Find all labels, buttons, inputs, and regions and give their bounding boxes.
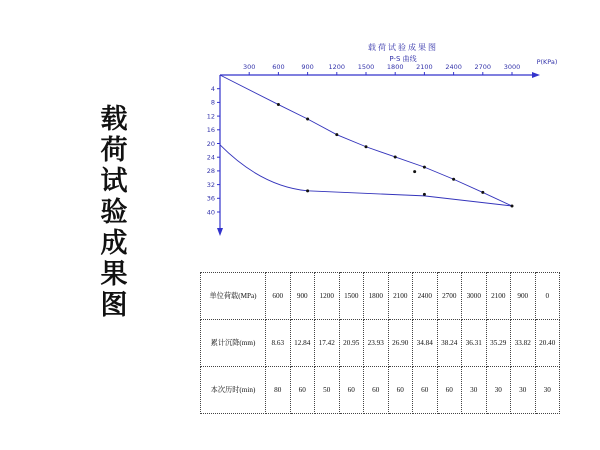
row-label: 本次历时(min)	[201, 367, 266, 414]
y-tick-label: 32	[206, 180, 215, 189]
table-cell: 600	[266, 273, 291, 320]
row-label: 累计沉降(mm)	[201, 320, 266, 367]
data-point	[423, 166, 426, 169]
table-row	[201, 273, 560, 320]
table-row	[201, 320, 560, 367]
data-point	[277, 103, 280, 106]
chart-title: 载荷试验成果图	[368, 43, 438, 52]
y-tick-label: 20	[206, 139, 215, 148]
table-cell: 60	[364, 367, 389, 414]
table-cell: 0	[535, 273, 560, 320]
table-cell: 36.31	[462, 320, 487, 367]
table-cell: 30	[511, 367, 536, 414]
data-point	[306, 117, 309, 120]
table-cell: 2700	[437, 273, 462, 320]
table-cell: 20.95	[339, 320, 364, 367]
x-tick-label: 3000	[503, 63, 521, 71]
table-cell: 3000	[462, 273, 487, 320]
y-tick-label: 40	[206, 208, 215, 217]
table-cell: 17.42	[315, 320, 340, 367]
row-label: 单位荷载(MPa)	[201, 273, 266, 320]
table-cell: 34.84	[413, 320, 438, 367]
data-point	[306, 189, 309, 192]
page-title: 载荷试验成果图	[100, 104, 128, 321]
table-cell: 23.93	[364, 320, 389, 367]
series-line	[220, 145, 512, 206]
table-cell: 60	[339, 367, 364, 414]
table-cell: 1800	[364, 273, 389, 320]
table-cell: 50	[315, 367, 340, 414]
y-tick-label: 28	[206, 167, 215, 176]
x-tick-label: 2400	[445, 63, 462, 71]
table-cell: 2400	[413, 273, 438, 320]
table-cell: 80	[266, 367, 291, 414]
test-data-table	[200, 272, 560, 414]
table-cell: 35.29	[486, 320, 511, 367]
y-tick-label: 4	[210, 85, 215, 93]
data-point	[365, 145, 368, 148]
table-cell: 60	[413, 367, 438, 414]
data-point	[394, 155, 397, 158]
table-cell: 30	[535, 367, 560, 414]
x-tick-label: 1200	[328, 63, 346, 71]
data-point	[423, 193, 426, 196]
x-axis-label: P(KPa)	[536, 58, 558, 66]
table-cell: 1500	[339, 273, 364, 320]
x-tick-label: 300	[242, 63, 256, 71]
x-tick-label: 1800	[386, 63, 404, 71]
x-tick-label: 2700	[474, 63, 492, 71]
table-cell: 8.63	[266, 320, 291, 367]
table-row	[201, 367, 560, 414]
series-line	[220, 75, 512, 206]
table-cell: 30	[486, 367, 511, 414]
table-cell: 20.40	[535, 320, 560, 367]
y-tick-label: 24	[206, 153, 215, 162]
chart-subtitle: P-S 曲线	[389, 55, 417, 63]
table-cell: 2100	[486, 273, 511, 320]
data-point	[481, 191, 484, 194]
table-cell: 1200	[315, 273, 340, 320]
y-axis-arrow	[217, 228, 223, 236]
x-tick-label: 1500	[357, 63, 375, 71]
y-tick-label: 16	[206, 126, 215, 135]
y-tick-label: 36	[206, 194, 215, 203]
data-point	[335, 133, 338, 136]
table-cell: 60	[388, 367, 413, 414]
table-cell: 900	[511, 273, 536, 320]
x-axis-arrow	[532, 72, 540, 78]
table-cell: 33.82	[511, 320, 536, 367]
table-cell: 26.90	[388, 320, 413, 367]
table-cell: 60	[437, 367, 462, 414]
table-cell: 60	[290, 367, 315, 414]
y-tick-label: 8	[210, 98, 215, 107]
table-cell: 30	[462, 367, 487, 414]
x-tick-label: 900	[301, 63, 314, 71]
data-point	[452, 178, 455, 181]
table-cell: 12.84	[290, 320, 315, 367]
table-cell: 38.24	[437, 320, 462, 367]
x-tick-label: 600	[272, 63, 285, 71]
y-tick-label: 12	[206, 112, 215, 121]
data-point	[511, 204, 514, 207]
table-cell: 2100	[388, 273, 413, 320]
data-point	[413, 170, 416, 173]
x-tick-label: 2100	[416, 63, 433, 71]
table-cell: 900	[290, 273, 315, 320]
